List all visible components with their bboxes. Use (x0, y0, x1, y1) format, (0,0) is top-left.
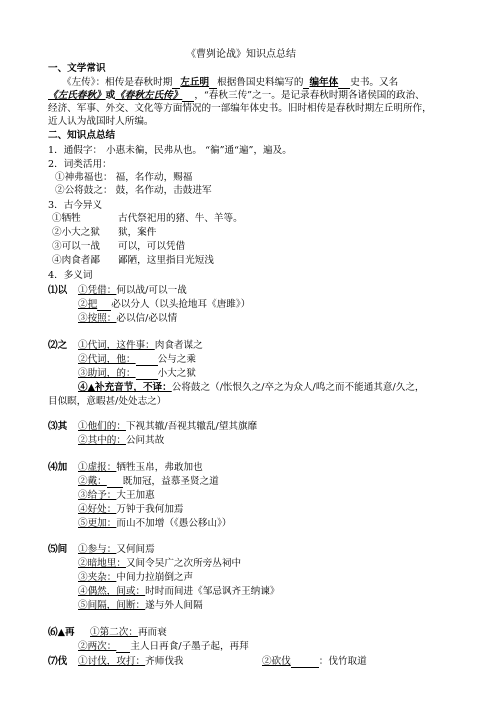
t3-value: 狱，案件 (118, 227, 157, 238)
word-jian-label: ⑸间 (48, 544, 68, 555)
yi-2-a: ②把 (78, 299, 98, 310)
yi-3-b: 必以信/必以情 (116, 313, 178, 324)
t3-key: ③可以一战 (52, 241, 100, 252)
jia-item-4 (78, 503, 184, 516)
jia-item-2 (78, 475, 219, 488)
blank (209, 78, 217, 89)
yi-item-1 (78, 284, 187, 297)
fa-item-1 (78, 655, 184, 668)
zhi-2-a: ②代词，他： (78, 354, 136, 365)
zhi-2-b: 公与之乘 (157, 354, 196, 365)
blank (291, 657, 319, 668)
t3-row (52, 254, 100, 267)
zhi-item-3 (78, 367, 196, 380)
jian-3-b: 中间力拉崩倒之声 (116, 572, 194, 583)
jia-4-b: 万钟于我何加焉 (116, 504, 184, 515)
jia-5-b: 而山不加增（《愚公移山》） (116, 518, 232, 529)
jia-item-3 (78, 489, 155, 502)
t3-row (52, 212, 81, 225)
s1-l2-b: ，“春秋三传”之一。是记录春秋时期各诸侯国的政治、 (194, 90, 425, 101)
fa-1-b: 齐师伐我 (145, 656, 184, 667)
qi-1-b: 下视其辙/吾视其辙乱/望其旗靡 (125, 421, 258, 432)
t2-item-1: ①神弗福也： 福，名作动，赐福 (55, 172, 193, 183)
t1-text: 小惠未徧，民弗从也。 “徧”通“遍”，遍及。 (106, 145, 292, 156)
zai-1-b: 再而衰 (137, 627, 167, 638)
t3-key: ②小大之狱 (52, 227, 100, 238)
t1-row (48, 144, 292, 157)
t2-item-2: ②公将鼓之： 鼓，名作动，击鼓进军 (55, 185, 212, 196)
t3-key: ①牺牲 (52, 213, 81, 224)
jian-3-a: ③夹杂： (78, 572, 117, 583)
t3-key: ④肉食者鄙 (52, 255, 100, 266)
blank (182, 91, 194, 102)
s1-l2-alt1: 《左氏春秋》 (48, 90, 106, 101)
section-2-heading: 二、知识点总结 (48, 130, 116, 141)
s1-l1-b: 根据鲁国史料编写的 (217, 77, 304, 88)
jian-5-a: ⑤间隔，间断： (78, 600, 146, 611)
zhi-3-a: ③助词，的： (78, 368, 136, 379)
t3-value: 鄙陋，这里指目光短浅 (118, 255, 214, 266)
yi-item-2 (78, 298, 250, 311)
s1-l2-or: 或 (105, 90, 116, 101)
zhi-4-a: ④▲补充音节，不译： (78, 382, 172, 393)
zhi-1-b: 肉食者谋之 (154, 340, 203, 351)
jia-item-5 (78, 517, 232, 530)
zhi-item-2 (78, 353, 196, 366)
jian-4-b: 时时而间进《邹忌讽齐王纳谏》 (145, 586, 280, 597)
blank (107, 477, 123, 488)
zai-2-a: ②两次： (78, 641, 117, 652)
s1-line-3: 经济、军事、外交、文化等方面情况的一部编年体史书。旧时相传是春秋时期左丘明所作， (48, 103, 432, 114)
jia-3-b: 大王加惠 (116, 490, 155, 501)
jia-4-a: ④好处： (78, 504, 117, 515)
zhi-1-a: ①代词，这件事： (78, 340, 155, 351)
yi-1-b: 何以战/可以一战 (116, 285, 187, 296)
jian-item-2 (78, 557, 241, 570)
fa-2-a: ②砍伐 (262, 656, 291, 667)
jian-5-b: 遂与外人间隔 (145, 600, 203, 611)
blank (136, 355, 158, 366)
qi-item-2 (78, 434, 164, 447)
yi-item-3 (78, 312, 177, 325)
qi-2-a: ②其中的： (78, 435, 126, 446)
s1-l1-c: 史书。又名 (350, 77, 399, 88)
jia-1-b: 牺牲玉帛，弗敢加也 (116, 462, 203, 473)
word-qi-label: ⑶其 (48, 421, 68, 432)
jian-1-b: 又何间焉 (116, 544, 155, 555)
fa-1-a: ①讨伐，攻打： (78, 656, 146, 667)
jia-item-1 (78, 461, 203, 474)
qi-item-1 (78, 420, 257, 433)
s1-line-2 (48, 89, 425, 102)
section-1-heading: 一、文学常识 (48, 63, 106, 74)
jian-4-a: ④偶然，间或： (78, 586, 146, 597)
jia-2-a: ②戴： (78, 476, 107, 487)
word-yi-label: ⑴以 (48, 285, 68, 296)
jian-2-b: 又间令吴广之次所旁丛祠中 (125, 558, 242, 569)
s1-line-4: 近人认为战国时人所编。 (48, 116, 154, 127)
zhi-item-1 (78, 339, 203, 352)
t3-value: 可以，可以凭借 (118, 241, 186, 252)
qi-2-b: 公问其故 (125, 435, 165, 446)
zhi-4-b: 公将鼓之（/怅恨久之/卒之为众人/鸣之而不能通其意/久之， (171, 382, 425, 393)
fa-2-b: ：伐竹取道 (318, 656, 367, 667)
jia-1-a: ①虚报： (78, 462, 117, 473)
zhi-item-4 (78, 381, 425, 394)
fa-item-2 (262, 655, 367, 668)
jian-item-5 (78, 599, 203, 612)
doc-title: 《曹刿论战》知识点总结 (186, 49, 296, 60)
qi-1-a: ①他们的： (78, 421, 126, 432)
s1-l2-alt2: 《春秋左氏传》 (115, 90, 183, 101)
s1-l1-a: 《左传》：相传是春秋时期 (62, 77, 173, 88)
t4-label: 4．多义词 (48, 270, 93, 281)
jian-item-4 (78, 585, 279, 598)
jia-3-a: ③给予： (78, 490, 117, 501)
word-fa-label: ⑺伐 (48, 656, 68, 667)
yi-1-a: ①凭借： (78, 285, 117, 296)
zai-1-a: ①第二次： (90, 627, 138, 638)
t3-label: 3．古今异义 (48, 200, 103, 211)
blank (338, 78, 350, 89)
zhi-3-b: 小大之狱 (157, 368, 196, 379)
yi-2-b: 必以分人（以头抢地耳《唐雎》） (111, 299, 251, 310)
s1-l1-type: 编年体 (309, 77, 339, 88)
jian-2-a: ②暗地里： (78, 558, 126, 569)
jia-5-a: ⑤更加： (78, 518, 117, 529)
word-jia-label: ⑷加 (48, 462, 68, 473)
zai-2-b: 主人日再食/子墨子起，再拜 (130, 641, 249, 652)
word-zhi-label: ⑵之 (48, 340, 68, 351)
blank (97, 300, 111, 311)
zhi-item-4-cont: 目似瞑，意暇甚/处处志之） (48, 396, 167, 407)
yi-3-a: ③按照： (78, 313, 117, 324)
s1-l1-author: 左丘明 (180, 77, 210, 88)
blank (116, 642, 130, 653)
word-zai-label: ⑹▲再 (48, 627, 75, 638)
t3-row (52, 240, 100, 253)
jian-1-a: ①参与： (78, 544, 117, 555)
jian-item-3 (78, 571, 193, 584)
jian-item-1 (78, 543, 155, 556)
t2-label: 2．词类活用： (48, 159, 112, 170)
zai-item-2 (78, 640, 249, 653)
t3-row (52, 226, 100, 239)
s1-line-1 (62, 76, 398, 89)
jia-2-b: 既加冠，益慕圣贤之道 (122, 476, 219, 487)
blank (136, 369, 158, 380)
t1-label: 1．通假字： (48, 145, 103, 156)
t3-value: 古代祭祀用的猪、牛、羊等。 (118, 213, 243, 224)
zai-item-1 (90, 626, 167, 639)
